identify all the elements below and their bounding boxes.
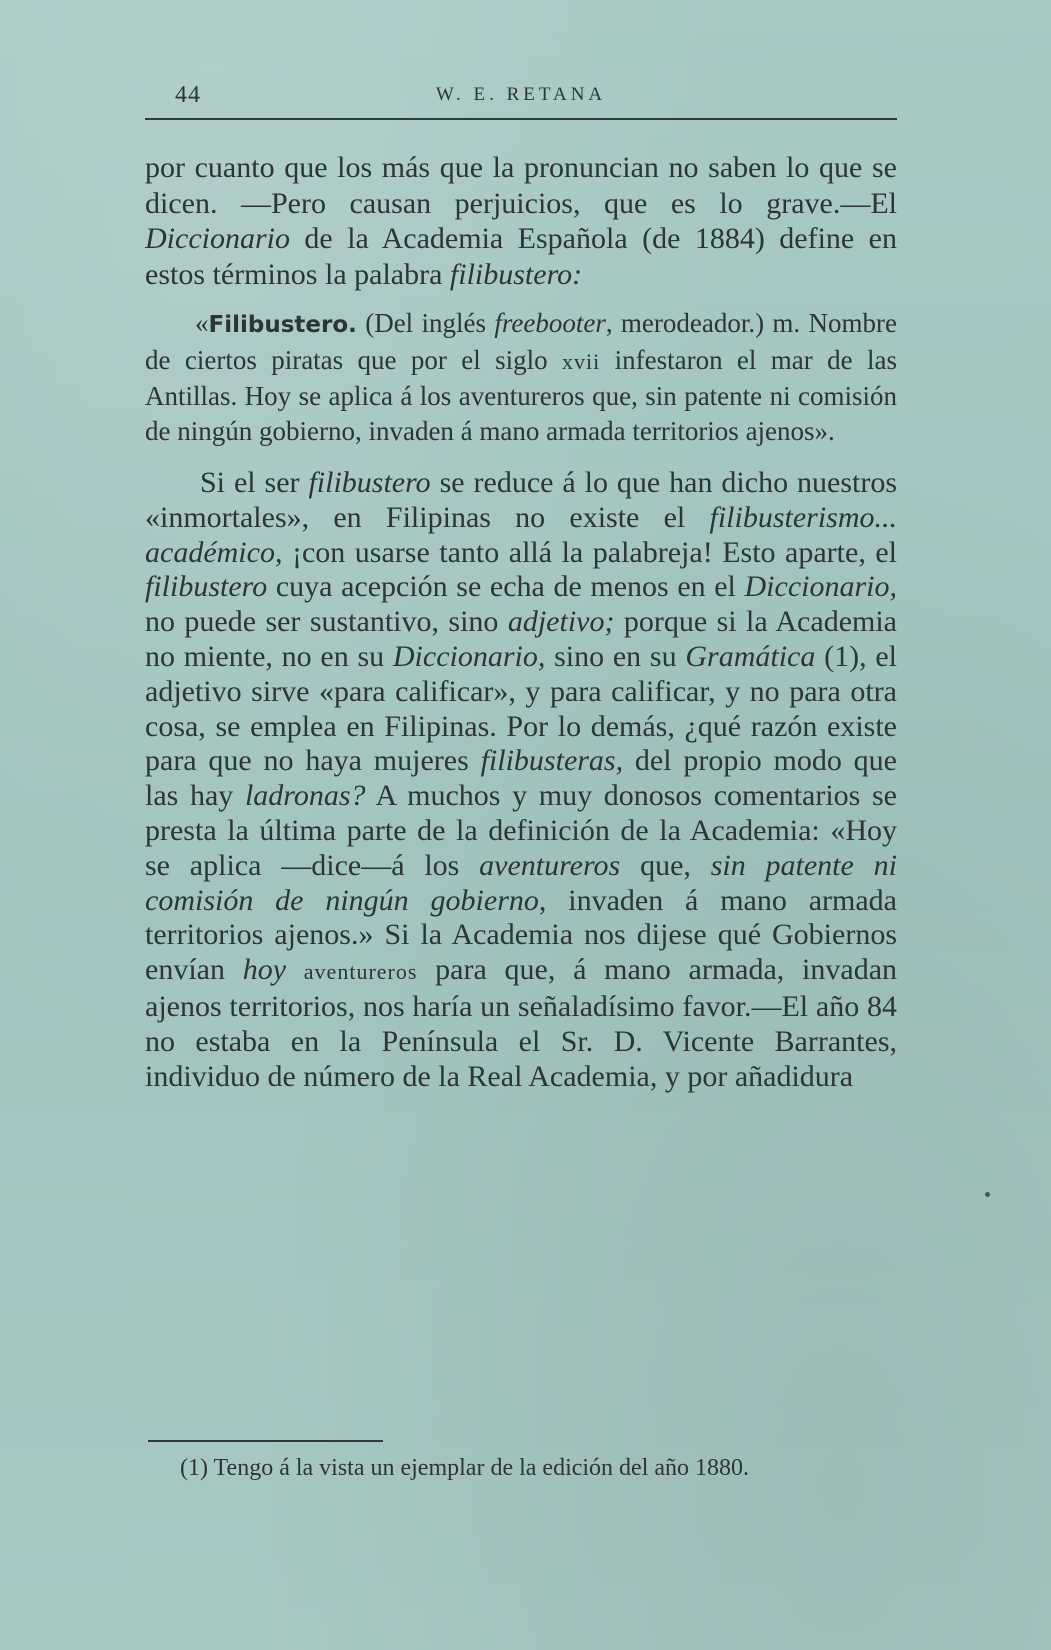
italic-run: adjetivo; — [507, 605, 615, 639]
paragraph-1 — [145, 150, 897, 292]
text-run: no puede ser sustantivo, sino — [145, 605, 508, 639]
italic-run: Diccionario, — [392, 639, 546, 673]
footnote-rule — [148, 1440, 383, 1442]
italic-run: filibusteras, — [480, 744, 624, 778]
text-run: sino en su — [545, 639, 686, 673]
text-run: (1), el adjetivo sirve «para calificar», y para calificar, y no para otra cosa, se emplea en Filipinas. Por lo demás, ¿qué razón existe para que no haya mujeres — [145, 639, 897, 778]
dictionary-quote — [145, 306, 897, 448]
italic-run: filibustero — [145, 570, 268, 604]
page-header — [145, 76, 897, 116]
text-run: A muchos y muy donosos comentarios se presta la última parte de la definición de la Academia: «Hoy se aplica —dice—á los — [145, 779, 897, 882]
text-run: para que, á mano armada, invadan ajenos territorios, nos haría un señaladísimo favor.—El año 84 no estaba en la Península el Sr. D. Vicente Barrantes, individuo de número de la Real Academia, y por añadidura — [145, 953, 898, 1093]
text-run: por cuanto que los más que la pronuncian no saben lo que se dicen. —Pero causan perjuicios, que es lo grave.—El — [145, 151, 897, 220]
page-number: 44 — [175, 82, 201, 108]
italic-run: Gramática — [685, 639, 816, 673]
italic-run: filibusterismo... académico, — [145, 500, 897, 569]
text-run: , invaden á mano armada territorios ajenos.» Si la Academia nos dijese qué Gobiernos envían — [145, 883, 897, 987]
text-run: ¡con usarse tanto allá la palabreja! Esto aparte, el — [282, 535, 897, 569]
text-run: (Del inglés — [356, 308, 495, 338]
smallcaps-run: aventureros — [303, 959, 418, 985]
smallcaps-run: xvii — [562, 348, 601, 374]
text-run: de la Academia Española (de 1884) define en estos términos la palabra — [145, 222, 897, 291]
text-run: infestaron el mar de las Antillas. Hoy se aplica á los aventureros que, sin patente ni comisión de ningún gobierno, invaden á mano armada territorios ajenos». — [145, 344, 897, 446]
italic-run: Diccionario, — [744, 570, 897, 604]
running-head: W. E. RETANA — [435, 84, 607, 105]
header-rule — [145, 118, 897, 120]
ink-speck — [985, 1192, 990, 1197]
italic-run: hoy — [242, 953, 287, 987]
text-run: que, — [620, 848, 711, 882]
italic-run: freebooter — [494, 308, 606, 338]
italic-run: ladronas? — [244, 779, 366, 813]
italic-run: sin patente ni comisión de ningún gobierno — [145, 848, 897, 917]
text-run: Si el ser — [200, 466, 309, 499]
quote-open: « — [195, 308, 209, 338]
text-run: porque si la Academia no miente, no en su — [145, 605, 897, 673]
text-run: , merodeador.) m. Nombre de ciertos piratas que por el siglo — [145, 308, 897, 375]
paragraph-3 — [145, 466, 897, 1094]
italic-run: aventureros — [479, 848, 621, 882]
body-text — [145, 150, 897, 1094]
text-run: cuya acepción se echa de menos en el — [267, 570, 745, 604]
footnote: (1) Tengo á la vista un ejemplar de la edición del año 1880. — [180, 1455, 750, 1481]
text-run: del propio modo que las hay — [145, 744, 897, 813]
italic-run: Diccionario — [145, 222, 290, 255]
headword: Filibustero. — [208, 312, 357, 338]
italic-run: filibustero — [308, 466, 431, 499]
italic-run: filibustero: — [449, 257, 583, 291]
text-run: se reduce á lo que han dicho nuestros «inmortales», en Filipinas no existe el — [145, 466, 897, 534]
